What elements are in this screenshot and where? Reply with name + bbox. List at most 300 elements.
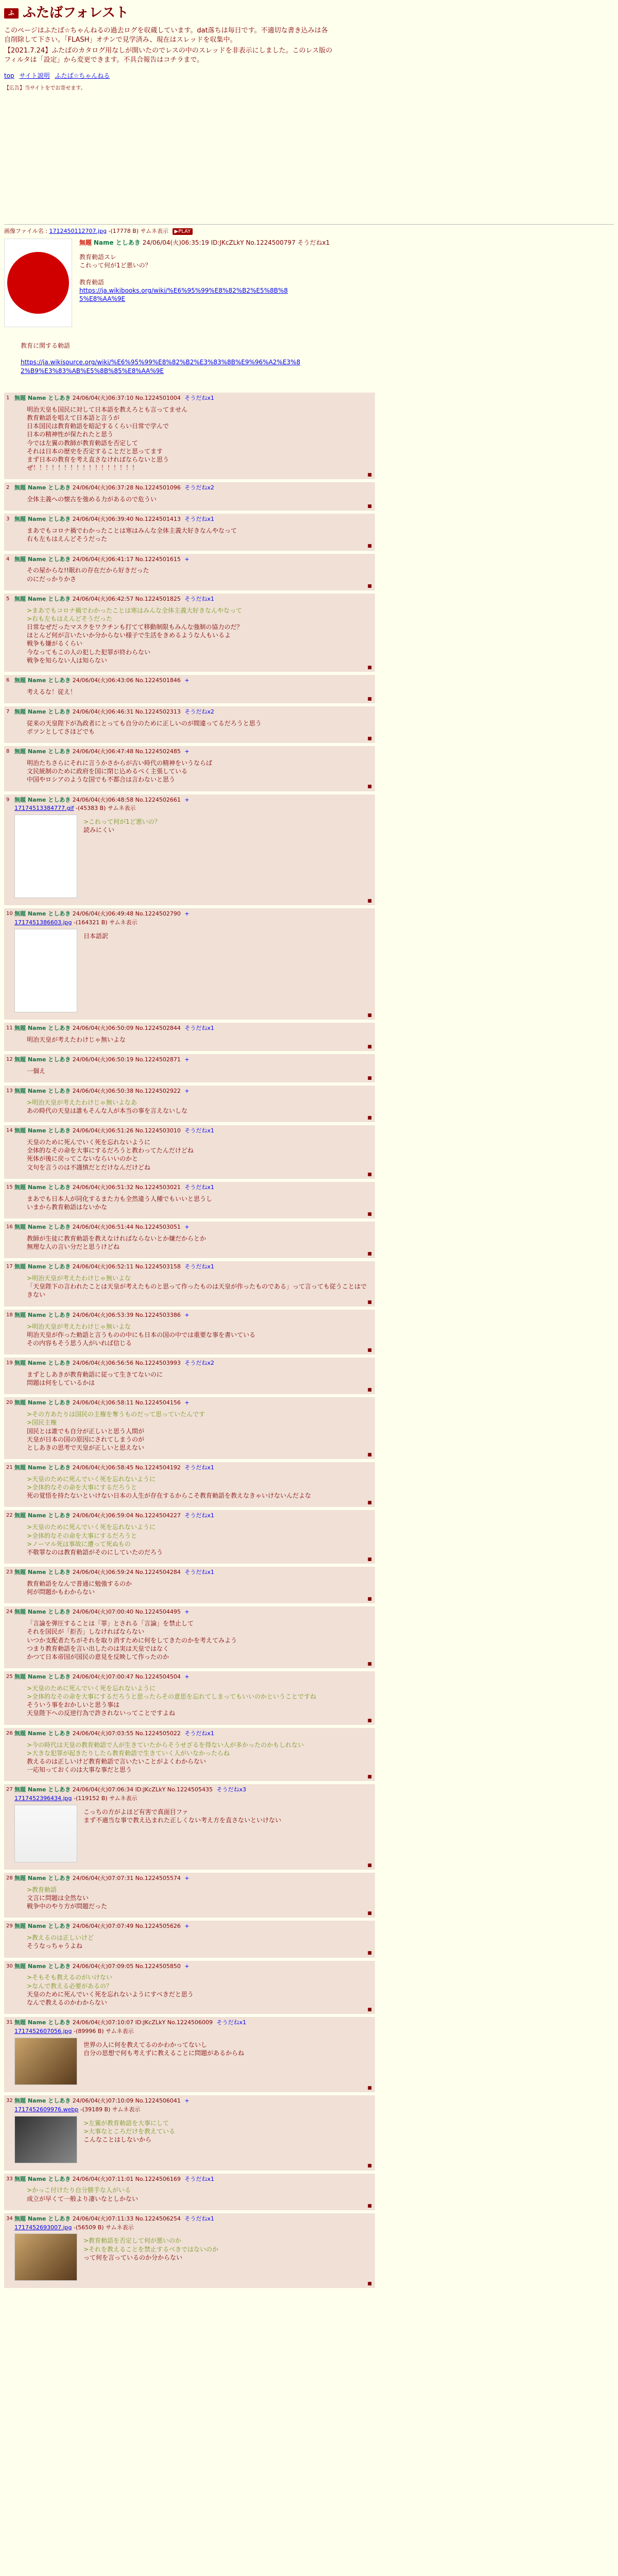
delete-link[interactable]: ■ [367,1911,372,1917]
reply-datetime: 24/06/04(火)06:50:09 No.1224502844 [72,1024,181,1031]
link-site-guide[interactable]: サイト説明 [19,72,50,80]
reply-quote: >まあでもコロナ禍でわかったことは寒はみんな全体主義大好きなんやなって >右も左もはえんどそうだった [27,606,243,622]
delete-link[interactable]: ■ [367,784,372,790]
reply-file-link[interactable]: 1717451386603.jpg [14,919,72,926]
op-post [4,239,614,327]
delete-link[interactable]: ■ [367,1951,372,1956]
reply-name: 無題 Name としあき [14,1399,71,1406]
reply-post [4,2213,375,2289]
reply-text: まあでもコロナ禍でわかったことは寒はみんな全体主義大好きなんやなって 右も左もはえんどそうだった [27,527,237,543]
reply-meta [14,1127,371,1135]
reply-body [83,818,161,898]
reply-text: 教えるのは正しいけど教育勅語で言いたいことがよくわからない 一応知っておくのは大事な事だと思う [27,1757,207,1774]
reply-number: 17 [6,1264,13,1270]
reply-file-meta: -(164321 B) サムネ表示 [74,919,138,926]
intro-paragraph-2: 【2021.7.24】ふたばのカタログ用なしが開いたのでレスの中のスレッドを非表示にしました。このレス版のフィルタは「設定」から変更できます。不具合報告はコチラまで。 [4,47,333,64]
delete-link[interactable]: ■ [367,1774,372,1780]
reply-number: 2 [6,485,10,491]
reply-body [27,1370,371,1387]
reply-name: 無題 Name としあき [14,484,71,492]
reply-thumbnail[interactable] [14,1805,77,1862]
reply-number: 3 [6,516,10,522]
delete-link[interactable]: ■ [367,665,372,670]
reply-name: 無題 Name としあき [14,2097,71,2104]
sodane-button[interactable]: + [184,1399,190,1406]
reply-text: 文言に問題は全然ない 戦争中のやり方が問題だった [27,1894,108,1910]
reply-file-line [14,919,371,927]
op-extra[interactable]: そうだねx1 [297,239,330,246]
reply-body [27,688,371,696]
delete-link[interactable]: ■ [367,1718,372,1723]
reply-quote: >明治天皇が考えたわけじゃ無いよなあ [27,1098,138,1106]
reply-text: そうなっちゃうよね [27,1942,83,1950]
reply-post [4,1261,375,1306]
reply-name: 無題 Name としあき [14,1311,71,1318]
delete-link[interactable]: ■ [367,736,372,742]
top-links [4,72,614,80]
sodane-button[interactable]: そうだねx1 [184,1512,214,1519]
reply-quote: >教えるのは正しいけど [27,1934,94,1942]
delete-link[interactable]: ■ [367,2281,372,2287]
reply-post [4,706,375,743]
reply-quote: >そもそも教えるのがいけない >なんで教える必要があるの？ [27,1974,113,1990]
reply-file-line [14,1795,371,1803]
sodane-button[interactable]: そうだねx1 [184,516,214,523]
reply-post [4,2174,375,2210]
reply-body [27,405,371,472]
reply-name: 無題 Name としあき [14,796,71,803]
sodane-button[interactable]: + [184,1056,190,1063]
reply-datetime: 24/06/04(火)06:52:11 No.1224503158 [72,1263,181,1270]
reply-number: 19 [6,1360,13,1366]
reply-text: 明治天皇が作った勅語と言うものの中にも日本の国の中では重要な事を書いている その内容もそう思う人がいれば信じる [27,1331,256,1347]
reply-datetime: 24/06/04(火)06:41:17 No.1224501615 [72,555,181,563]
reply-datetime: 24/06/04(火)06:58:45 No.1224504192 [72,1464,181,1471]
reply-file-row [14,2116,371,2163]
reply-meta [14,796,371,804]
reply-name: 無題 Name としあき [14,676,71,684]
reply-number: 16 [6,1224,13,1230]
reply-datetime: 24/06/04(火)07:06:34 ID:JKcZLkY No.1224505435 [72,1786,213,1793]
delete-link[interactable]: ■ [367,899,372,904]
reply-body [27,566,371,583]
sodane-button[interactable]: + [184,555,190,563]
delete-link[interactable]: ■ [367,1172,372,1177]
reply-meta [14,708,371,716]
reply-meta [14,1786,371,1794]
reply-body [27,1580,371,1596]
reply-name: 無題 Name としあき [14,516,71,523]
delete-link[interactable]: ■ [367,1075,372,1081]
sodane-button[interactable]: そうだねx1 [184,1024,214,1031]
reply-text: 世界の人に何を教えてるのかわかってないし 自分の思想で何も考えずに教えることに問題があるからね [83,2041,245,2057]
op-datetime: 24/06/04(火)06:35:19 ID:JKcZLkY No.1224500797 [142,239,296,246]
reply-body [27,495,371,503]
reply-datetime: 24/06/04(火)06:49:48 No.1224502790 [72,910,181,918]
delete-link[interactable]: ■ [367,1211,372,1217]
reply-meta [14,1608,371,1616]
reply-datetime: 24/06/04(火)06:53:39 No.1224503386 [72,1311,181,1318]
reply-text: まずとしあきが教育勅語に従って生きてないのに 問題は何をしているかは [27,1370,163,1387]
site-logo-icon[interactable]: ふ [4,8,19,19]
sodane-button[interactable]: そうだねx1 [184,1569,214,1576]
reply-body [27,1410,371,1452]
reply-file-meta: -(45383 B) サムネ表示 [75,805,136,812]
delete-link[interactable]: ■ [367,2203,372,2209]
reply-number: 4 [6,556,10,562]
reply-name: 無題 Name としあき [14,2019,71,2026]
op-body [79,239,330,327]
reply-post [4,554,375,590]
reply-text: 教師が生徒に教育勅語を教えなければならないとか嫌だからとか 無理な人の言い分だと思うけどね [27,1234,207,1251]
reply-file-row [14,815,371,898]
delete-link[interactable]: ■ [367,2085,372,2091]
reply-post [4,1961,375,2014]
sodane-button[interactable]: そうだねx1 [184,1464,214,1471]
reply-meta [14,2176,371,2183]
reply-quote: >明治天皇が考えたわけじゃ無いよな [27,1275,131,1282]
link-top[interactable]: top [4,72,14,80]
reply-number: 18 [6,1312,13,1318]
reply-meta [14,484,371,492]
reply-datetime: 24/06/04(火)06:51:26 No.1224503010 [72,1127,181,1134]
reply-number: 6 [6,677,10,683]
op-extra-block [21,333,614,383]
reply-number: 9 [6,796,10,803]
sodane-button[interactable]: そうだねx1 [184,595,214,602]
reply-file-meta: -(119152 B) サムネ表示 [74,1795,138,1802]
sodane-button[interactable]: + [184,1311,190,1318]
reply-name: 無題 Name としあき [14,555,71,563]
delete-link[interactable]: ■ [367,2163,372,2169]
reply-text: こっちの方がよほど有害で真面目ファ まず不適当な事で教え込まれた正しくない考え方を直さないといけない [83,1808,282,1824]
reply-number: 13 [6,1088,13,1094]
reply-body [27,1886,371,1911]
sodane-button[interactable]: そうだねx2 [184,1360,214,1367]
reply-body [83,2041,244,2085]
reply-file-meta: -(39189 B) サムネ表示 [80,2106,141,2113]
reply-meta [14,1730,371,1738]
reply-meta [14,1025,371,1032]
reply-meta [14,1512,371,1520]
reply-body [27,1475,371,1500]
reply-body [27,1138,371,1172]
reply-datetime: 24/06/04(火)06:50:38 No.1224502922 [72,1088,181,1094]
reply-datetime: 24/06/04(火)07:10:09 No.1224506041 [72,2097,181,2104]
reply-text: あの時代の天皇は誰もそんな人が本当の事を言えないしな [27,1107,188,1115]
reply-post [4,514,375,550]
delete-link[interactable]: ■ [367,1347,372,1353]
reply-post [4,1567,375,1603]
op-extra-text: 教育に関する勅語 [21,342,71,349]
reply-quote: >左翼が教育勅語を大事にして >大事なところだけを教えている [83,2119,176,2135]
reply-text: そういう事をおかしいと思う事は 天皇陛下への反逆行為で許されないってことですよね [27,1701,176,1717]
reply-post [4,1606,375,1668]
sodane-button[interactable]: そうだねx1 [184,394,214,401]
reply-thumbnail[interactable] [14,2038,77,2085]
reply-number: 28 [6,1875,13,1881]
sodane-button[interactable]: + [184,676,190,684]
sodane-button[interactable]: + [184,1088,190,1094]
reply-name: 無題 Name としあき [14,1263,71,1270]
reply-quote: >天皇のために死んでいく死を忘れないように >全体的なその命を大事にするだろうと >ノーマル死は事故に遭って死ぬもの [27,1523,156,1548]
delete-link[interactable]: ■ [367,1452,372,1458]
reply-number: 23 [6,1569,13,1575]
link-futaba[interactable]: ふたば☆ちゃんねる [55,72,110,80]
reply-quote: >明治天皇が考えたわけじゃ無いよな [27,1323,131,1330]
reply-number: 32 [6,2097,13,2104]
reply-datetime: 24/06/04(火)07:07:49 No.1224505626 [72,1923,181,1930]
divider [4,224,614,225]
sodane-button[interactable]: そうだねx3 [216,1786,247,1793]
delete-link[interactable]: ■ [367,1661,372,1667]
reply-text: 明治天皇も国民に対して日本語を教えろとも言ってません 教育勅語を唱えて日本語と言うが 日本国民は教育勅語を暗記するくらい日常で学んで 日本の精神性が保たれたと思う 今では左翼の教師が教育勅語を否定して それは日本の歴史を否定することだと思ってます まず日本の教育を考え直さなければならないと思う ぜ！！！！！！！！！！！！！！！！！ [27,405,188,472]
delete-link[interactable]: ■ [367,1500,372,1506]
reply-post [4,1125,375,1179]
delete-link[interactable]: ■ [367,1556,372,1562]
sodane-button[interactable]: + [184,1224,190,1231]
sodane-button[interactable]: そうだねx1 [184,1127,214,1134]
intro-paragraph-1: このページはふたば☆ちゃんねるの過去ログを収蔵しています。dat落ちは毎日です。不適切な書き込みは各自削除して下さい。「FLASH」オチンで見学済み、現在はスレッドを収集中。 [4,27,328,44]
sodane-button[interactable]: + [184,796,190,803]
reply-post [4,1873,375,1918]
reply-name: 無題 Name としあき [14,1512,71,1519]
delete-link[interactable]: ■ [367,1862,372,1868]
reply-body [27,527,371,543]
reply-datetime: 24/06/04(火)07:00:47 No.1224504504 [72,1673,181,1681]
reply-name: 無題 Name としあき [14,394,71,401]
reply-meta [14,1923,371,1930]
reply-post [4,1784,375,1870]
reply-meta [14,1875,371,1883]
reply-datetime: 24/06/04(火)06:43:06 No.1224501846 [72,676,181,684]
reply-datetime: 24/06/04(火)06:59:24 No.1224504284 [72,1569,181,1576]
reply-post [4,1510,375,1564]
reply-file-link[interactable]: 1717452693007.jpg [14,2224,72,2231]
sodane-button[interactable]: そうだねx2 [184,708,214,715]
delete-link[interactable]: ■ [367,1597,372,1602]
reply-datetime: 24/06/04(火)07:10:07 ID:JKcZLkY No.1224506009 [72,2019,213,2026]
reply-meta [14,1360,371,1367]
reply-body [27,1036,371,1044]
reply-body [27,1741,371,1774]
delete-link[interactable]: ■ [367,1251,372,1257]
reply-text: 教育勅語をなんで普通に勉強するのか 何が問題かもわからない [27,1580,132,1596]
reply-meta [14,1263,371,1271]
reply-number: 26 [6,1730,13,1736]
reply-thumbnail[interactable] [14,2116,77,2163]
reply-post [4,2095,375,2171]
reply-number: 33 [6,2176,13,2182]
reply-text: まあでも日本人が同化するまた力も全然違う人種でもいいと思うし いまから教育勅語はないかな [27,1195,213,1211]
reply-file-line [14,805,371,812]
reply-datetime: 24/06/04(火)07:07:31 No.1224505574 [72,1874,181,1882]
reply-datetime: 24/06/04(火)06:47:48 No.1224502485 [72,748,181,755]
reply-name: 無題 Name としあき [14,1923,71,1930]
reply-text: 不敬罪なのは教育勅語がそのにしていたのだろう [27,1548,163,1556]
reply-name: 無題 Name としあき [14,1673,71,1681]
reply-body [27,1323,371,1348]
reply-text: こんなことはしないから [83,2136,152,2143]
reply-datetime: 24/06/04(火)07:03:55 No.1224505022 [72,1730,181,1737]
page [4,4,614,2291]
post-list [4,393,614,2289]
reply-name: 無題 Name としあき [14,1056,71,1063]
reply-post [4,1462,375,1507]
reply-body [83,2236,218,2281]
delete-link[interactable]: ■ [367,2007,372,2013]
site-intro [4,26,334,64]
sodane-button[interactable]: + [184,2097,190,2104]
sodane-button[interactable]: そうだねx1 [184,2215,214,2222]
reply-meta [14,2097,371,2105]
sodane-button[interactable]: そうだねx2 [184,484,214,492]
reply-meta [14,395,371,402]
reply-datetime: 24/06/04(火)06:59:04 No.1224504227 [72,1512,181,1519]
sodane-button[interactable]: + [184,1962,190,1970]
reply-post [4,1358,375,1394]
reply-text: 天皇のために死んでいく死を忘れないように 全体的なその命を大事にするだろうと教わってたんだけどね 死体が後に戻ってこないならいいのかと 文句を言うのは不謹慎だとだけなんだけどね [27,1139,194,1171]
reply-number: 21 [6,1465,13,1471]
reply-number: 31 [6,2020,13,2026]
sodane-button[interactable]: そうだねx1 [216,2019,247,2026]
reply-body [27,1619,371,1661]
reply-thumbnail[interactable] [14,2233,77,2281]
reply-name: 無題 Name としあき [14,1127,71,1134]
sodane-button[interactable]: そうだねx1 [184,1263,214,1270]
reply-datetime: 24/06/04(火)06:46:31 No.1224502313 [72,708,181,715]
sodane-button[interactable]: + [184,910,190,918]
reply-datetime: 24/06/04(火)06:58:11 No.1224504156 [72,1399,181,1406]
reply-number: 11 [6,1025,13,1031]
reply-name: 無題 Name としあき [14,595,71,602]
reply-body [27,1274,371,1299]
sodane-button[interactable]: そうだねx1 [184,2175,214,2182]
reply-file-row [14,2233,371,2281]
reply-text: 日本語訳 [83,932,109,940]
reply-quote: >天皇のために死んでいく死を忘れないように >全体的なその命を大事にするだろうと [27,1475,156,1492]
reply-quote: >今の時代は天皇の教育勅語で人が生きていたからそうせざるを得ない人が多かったのかもしれない >大きな犯罪が起きたりしたら教育勅語で生きていく人がいなかったらね [27,1741,304,1757]
sodane-button[interactable]: + [184,1608,190,1616]
sodane-button[interactable]: + [184,1923,190,1930]
reply-thumbnail[interactable] [14,929,77,1012]
reply-file-link[interactable]: 1717452609976.webp [14,2106,79,2113]
reply-number: 25 [6,1674,13,1680]
delete-link[interactable]: ■ [367,472,372,478]
op-title: 無題 [79,239,92,246]
delete-link[interactable]: ■ [367,504,372,510]
reply-text: って何を言っているのか分からない [83,2253,183,2261]
delete-link[interactable]: ■ [367,1044,372,1049]
reply-text: 明治たちさらにそれに言うかさからが古い時代の精神をいうならば 文民統制のために政府を国に閉じ込めるべく主張している 中国やロシアのような国でも不都合は言わないと思う [27,759,213,784]
sodane-button[interactable]: + [184,1874,190,1882]
reply-number: 22 [6,1513,13,1519]
reply-file-line [14,2106,371,2114]
delete-link[interactable]: ■ [367,583,372,589]
reply-name: 無題 Name としあき [14,708,71,715]
reply-text: 一個え [27,1067,46,1075]
delete-link[interactable]: ■ [367,1115,372,1121]
op-text: 教育勅語スレ これって何が1ど悪いの？ 教育勅語 [79,253,151,286]
reply-meta [14,748,371,756]
reply-meta [14,556,371,564]
reply-name: 無題 Name としあき [14,1608,71,1616]
sodane-button[interactable]: + [184,1673,190,1681]
reply-datetime: 24/06/04(火)06:56:56 No.1224503993 [72,1360,181,1367]
reply-text: 国民とは誰でも自分が正しいと思う人間が 天皇が日本の国の原因にされてしまうのが としあきの思考で天皇が正しいと思えない [27,1427,145,1451]
op-extra-link[interactable]: https://ja.wikisource.org/wiki/%E6%95%99%E8%82%B2%E3%83%8B%E9%96%A2%E3%82%B9%E3%83%AB%E5%8B%85%E8%AA%9E [21,359,301,375]
reply-datetime: 24/06/04(火)07:11:33 No.1224506254 [72,2215,181,2222]
reply-datetime: 24/06/04(火)06:51:44 No.1224503051 [72,1224,181,1231]
reply-number: 7 [6,708,10,715]
op-file-line [4,228,614,235]
reply-file-line [14,2224,371,2232]
ad-note: 【広告】当サイトをでお寄せます。 [4,86,86,92]
reply-text: 従来の天皇陛下が為政者にとっても自分のために正しいのが間違ってるだろうと思う ポツンとしてさほどでも [27,719,262,735]
reply-body [27,2186,371,2202]
delete-link[interactable]: ■ [367,1387,372,1393]
reply-meta [14,596,371,603]
reply-number: 30 [6,1963,13,1969]
reply-name: 無題 Name としあき [14,1730,71,1737]
reply-number: 12 [6,1056,13,1062]
reply-datetime: 24/06/04(火)07:11:01 No.1224506169 [72,2175,181,2182]
reply-body [27,1067,371,1075]
reply-body [27,1234,371,1251]
reply-body [27,1934,371,1950]
reply-number: 1 [6,395,10,401]
op-file-meta: -(17778 B) サムネ表示 [108,227,169,234]
sodane-button[interactable]: + [184,748,190,755]
delete-link[interactable]: ■ [367,696,372,702]
reply-datetime: 24/06/04(火)06:42:57 No.1224501825 [72,595,181,602]
reply-name: 無題 Name としあき [14,1183,71,1191]
op-file-link[interactable]: 1712450112707.jpg [49,227,107,234]
reply-text: 「天皇陛下の言われたことは天皇が考えたものと思って作ったものは天皇が作ったものである」って言っても従うことはできない [27,1283,367,1299]
reply-quote: >教育勅語を否定して何が悪いのか >それを教えることを禁止するべきではないのか [83,2237,219,2253]
reply-body [83,1808,281,1862]
delete-link[interactable]: ■ [367,1012,372,1018]
reply-post [4,1086,375,1122]
reply-file-meta: -(89996 B) サムネ表示 [74,2028,134,2035]
reply-datetime: 24/06/04(火)07:00:40 No.1224504495 [72,1608,181,1616]
sodane-button[interactable]: そうだねx1 [184,1183,214,1191]
reply-file-link[interactable]: 1717452396434.jpg [14,1795,72,1802]
op-image[interactable] [4,239,72,327]
site-header [4,4,614,22]
reply-meta [14,1673,371,1681]
reply-text: 死の覚悟を持たないといけない日本の人生が存在するからこそ教育勅語を教えなきゃいけないんだよな [27,1492,312,1500]
reply-name: 無題 Name としあき [14,1464,71,1471]
reply-number: 10 [6,911,13,917]
delete-link[interactable]: ■ [367,1299,372,1305]
reply-file-link[interactable]: 17174513384777.gif [14,805,74,812]
sodane-button[interactable]: そうだねx1 [184,1730,214,1737]
reply-name: 無題 Name としあき [14,1224,71,1231]
reply-body [27,1973,371,2007]
site-title: ふたばフォレスト [23,5,129,21]
op-link[interactable]: https://ja.wikibooks.org/wiki/%E6%95%99%E8%82%B2%E5%8B%85%E8%AA%9E [79,286,288,302]
reply-name: 無題 Name としあき [14,1786,71,1793]
reply-number: 15 [6,1184,13,1190]
reply-file-meta: -(56509 B) サムネ表示 [74,2224,134,2231]
reply-file-link[interactable]: 1717452607056.jpg [14,2028,72,2035]
reply-body [27,719,371,736]
reply-thumbnail[interactable] [14,815,77,898]
reply-datetime: 24/06/04(火)06:39:40 No.1224501413 [72,516,181,523]
delete-link[interactable]: ■ [367,544,372,549]
play-button[interactable]: ▶PLAY [173,228,193,235]
